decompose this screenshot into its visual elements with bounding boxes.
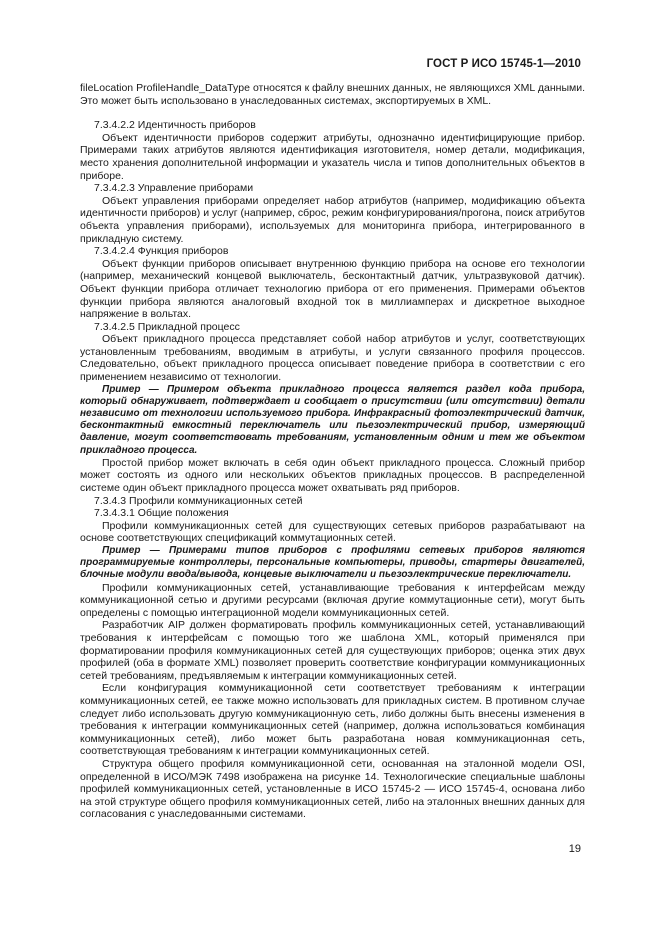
section-heading: 7.3.4.2.4 Функция приборов xyxy=(94,245,229,258)
example-paragraph: Пример — Примерами типов приборов с профилями сетевых приборов являются программируемые контроллеры, персональные компьютеры, приводы, стартеры двигателей, блочные модули ввода/вывода, концевые выключатели и пьезоэлектрические переключатели. xyxy=(80,545,585,581)
section-heading: 7.3.4.3.1 Общие положения xyxy=(94,507,229,520)
body-paragraph: Профили коммуникационных сетей, устанавливающие требования к интерфейсам между коммуникационной сетью и другими ресурсами (включая другие коммутационные сети), могут быть определены с помощью интеграционной модели коммуникационных сетей. xyxy=(80,581,585,619)
page-number: 19 xyxy=(568,843,581,855)
body-paragraph: Структура общего профиля коммуникационной сети, основанная на эталонной модели OSI, определенной в ИСО/МЭК 7498 изображена на рисунке 14. Технологические специальные шаблоны профилей коммуникационных сетей, установленные в ИСО 15745-2 — ИСО 15745-4, основана либо на этой структуре общего профиля коммуникационных сетей, либо на эталонных внешних данных для согласования с унаследованными системами. xyxy=(80,757,585,821)
body-paragraph: Объект управления приборами определяет набор атрибутов (например, модификацию объекта идентичности приборов) и услуг (например, сброс, режим конфигурирования/прогона, поиск атрибутов объекта управления приборами), используемых для мониторинга прибора, интегрированного в прикладную систему. xyxy=(80,194,585,245)
section-heading: 7.3.4.3 Профили коммуникационных сетей xyxy=(94,494,303,507)
body-paragraph: Объект идентичности приборов содержит атрибуты, однозначно идентифицирующие прибор. Примерами таких атрибутов являются идентификация изготовителя, номер детали, модификация, место хранения дополнительной информации и указатель числа и типов дополнительных объектов в приборе. xyxy=(80,131,585,182)
document-code-header: ГОСТ Р ИСО 15745-1—2010 xyxy=(426,58,581,70)
document-body xyxy=(80,82,585,821)
body-paragraph: Если конфигурация коммуникационной сети соответствует требованиям к интеграции коммуникационных сетей, ее также можно использовать для прикладных систем. В противном случае следует либо использовать другую коммуникационную сеть, либо должны быть внесены изменения в требования к интеграции коммуникационных сетей (например, должна использоваться комбинация коммуникационных сетей), либо может быть разработана новая коммуникационная сеть, соответствующая требованиям к интеграции коммуникационных сетей. xyxy=(80,682,585,758)
body-paragraph: fileLocation ProfileHandle_DataType относятся к файлу внешних данных, не являющихся XML данными. Это может быть использовано в унаследованных системах, экспортируемых в XML. xyxy=(80,82,585,107)
section-heading: 7.3.4.2.2 Идентичность приборов xyxy=(94,119,256,132)
body-paragraph: Объект прикладного процесса представляет собой набор атрибутов и услуг, соответствующих установленным требованиям, вводимым в атрибуты, и услуги связанного профиля процессов. Следовательно, объект прикладного процесса описывает поведение прибора в соответствии с его применением независимо от технологии. xyxy=(80,333,585,384)
section-heading: 7.3.4.2.3 Управление приборами xyxy=(94,182,254,195)
body-paragraph: Объект функции приборов описывает внутреннюю функцию прибора на основе его технологии (например, механический концевой выключатель, бесконтактный датчик, ультразвуковой датчик). Объект функции прибора отличает технологию прибора от его применения. Примерами объектов функции прибора являются аналоговый входной ток в миллиамперах и дискретное выходное напряжение в вольтах. xyxy=(80,257,585,321)
section-heading: 7.3.4.2.5 Прикладной процесс xyxy=(94,320,240,333)
example-paragraph: Пример — Примером объекта прикладного процесса является раздел кода прибора, который обнаруживает, подтверждает и сообщает о присутствии (или отсутствии) детали независимо от технологии используемого прибора. Инфракрасный фотоэлектрический датчик, бесконтактный емкостный переключатель или пьезоэлектрический прибор, измеряющий давление, могут соответствовать требованиям, установленным одним и тем же объектом прикладного процесса. xyxy=(80,383,585,456)
body-paragraph: Простой прибор может включать в себя один объект прикладного процесса. Сложный прибор может состоять из одного или нескольких объектов прикладных процессов. В распределенной системе один объект прикладного процесса может охватывать ряд приборов. xyxy=(80,456,585,495)
body-paragraph: Разработчик AIP должен форматировать профиль коммуникационных сетей, устанавливающий требования к интерфейсам с помощью того же шаблона XML, который применялся при форматировании профиля коммуникационных сетей для существующих приборов; оценка этих двух профилей (оба в формате XML) позволяет проверить соответствие конфигурации коммуникационных сетей требованиям, предъявляемым к интеграции коммуникационных сетей. xyxy=(80,619,585,682)
body-paragraph: Профили коммуникационных сетей для существующих сетевых приборов разрабатывают на основе соответствующих спецификаций коммутационных сетей. xyxy=(80,519,585,545)
